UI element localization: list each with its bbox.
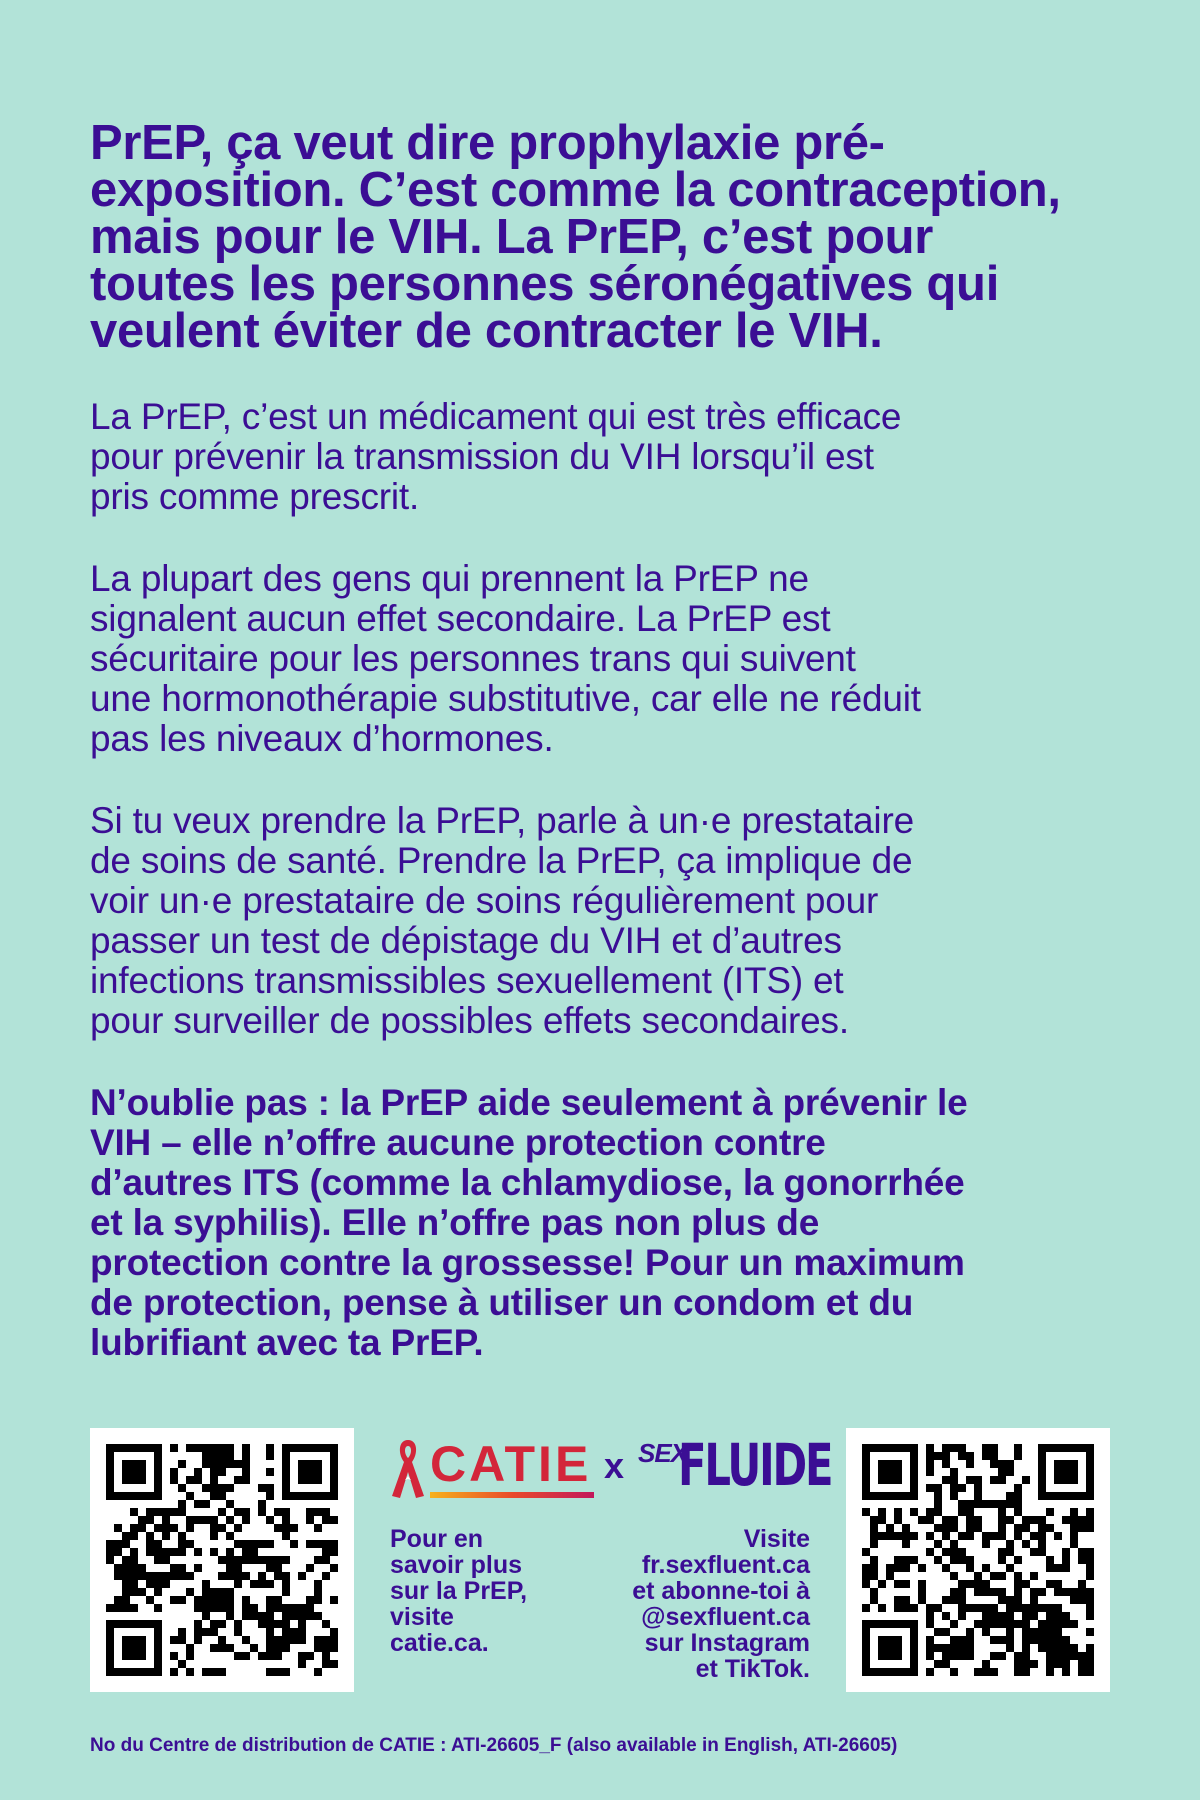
logo-separator: x bbox=[604, 1445, 625, 1486]
info-line: sur Instagram bbox=[644, 1629, 810, 1657]
paragraph-line: de protection, pense à utiliser un condom et du bbox=[90, 1282, 914, 1323]
paragraph-side-effects bbox=[90, 559, 1120, 759]
sexfluide-logo-fluide: FLUIDE bbox=[678, 1431, 832, 1499]
qr-code-icon[interactable] bbox=[846, 1428, 1110, 1692]
paragraph-line: lubrifiant avec ta PrEP. bbox=[90, 1322, 484, 1363]
distribution-footnote: No du Centre de distribution de CATIE : ATI-26605_F (also available in English, ATI-26605) bbox=[90, 1735, 898, 1756]
info-line: et TikTok. bbox=[695, 1655, 810, 1683]
info-line: @sexfluent.ca bbox=[641, 1603, 810, 1631]
info-line: Pour en bbox=[390, 1525, 484, 1553]
paragraph-line: pour prévenir la transmission du VIH lorsqu’il est bbox=[90, 436, 874, 477]
catie-info-text bbox=[390, 1526, 590, 1656]
paragraph-line: passer un test de dépistage du VIH et d’autres bbox=[90, 920, 842, 961]
qr-code-left-graphic bbox=[106, 1444, 338, 1676]
info-line: catie.ca. bbox=[390, 1629, 489, 1657]
footer-block bbox=[90, 1428, 1110, 1692]
awareness-ribbon-icon bbox=[390, 1436, 426, 1500]
page-heading bbox=[90, 116, 1120, 358]
paragraph-line: pour surveiller de possibles effets secondaires. bbox=[90, 1000, 849, 1041]
paragraph-line: Si tu veux prendre la PrEP, parle à un·e prestataire bbox=[90, 800, 914, 841]
paragraph-line: signalent aucun effet secondaire. La PrEP est bbox=[90, 598, 831, 639]
paragraph-line: pris comme prescrit. bbox=[90, 476, 420, 517]
paragraph-line: La PrEP, c’est un médicament qui est très efficace bbox=[90, 396, 902, 437]
paragraph-line: une hormonothérapie substitutive, car elle ne réduit bbox=[90, 678, 921, 719]
info-line: et abonne-toi à bbox=[632, 1577, 810, 1605]
info-line: fr.sexfluent.ca bbox=[641, 1551, 810, 1579]
logo-row bbox=[390, 1431, 832, 1502]
info-line: visite bbox=[390, 1603, 454, 1631]
paragraph-line: protection contre la grossesse! Pour un maximum bbox=[90, 1242, 965, 1283]
paragraph-efficacy bbox=[90, 397, 1120, 517]
paragraph-line: de soins de santé. Prendre la PrEP, ça implique de bbox=[90, 840, 913, 881]
heading-line: PrEP, ça veut dire prophylaxie pré- bbox=[90, 116, 885, 170]
paragraph-line: N’oublie pas : la PrEP aide seulement à prévenir le bbox=[90, 1082, 968, 1123]
paragraph-line: d’autres ITS (comme la chlamydiose, la gonorrhée bbox=[90, 1162, 965, 1203]
paragraph-line: et la syphilis). Elle n’offre pas non plus de bbox=[90, 1202, 820, 1243]
info-line: sur la PrEP, bbox=[390, 1577, 528, 1605]
qr-code-icon[interactable] bbox=[90, 1428, 354, 1692]
paragraph-line: La plupart des gens qui prennent la PrEP ne bbox=[90, 558, 809, 599]
paragraph-provider bbox=[90, 801, 1120, 1041]
paragraph-line: pas les niveaux d’hormones. bbox=[90, 718, 554, 759]
paragraph-line: infections transmissibles sexuellement (ITS) et bbox=[90, 960, 844, 1001]
paragraph-line: sécuritaire pour les personnes trans qui suivent bbox=[90, 638, 856, 679]
sexfluent-info-text bbox=[580, 1526, 810, 1682]
partner-info bbox=[390, 1428, 832, 1692]
paragraph-reminder bbox=[90, 1083, 1120, 1363]
heading-line: mais pour le VIH. La PrEP, c’est pour bbox=[90, 210, 934, 264]
catie-underline bbox=[430, 1492, 594, 1498]
heading-line: exposition. C’est comme la contraception, bbox=[90, 163, 1061, 217]
paragraph-line: voir un·e prestataire de soins régulièrement pour bbox=[90, 880, 879, 921]
paragraph-line: VIH – elle n’offre aucune protection contre bbox=[90, 1122, 826, 1163]
info-line: Visite bbox=[743, 1525, 810, 1553]
info-line: savoir plus bbox=[390, 1551, 522, 1579]
sexfluide-logo-sex: SEX bbox=[638, 1438, 688, 1468]
main-content bbox=[90, 116, 1120, 1363]
heading-line: veulent éviter de contracter le VIH. bbox=[90, 304, 883, 358]
qr-code-right-graphic bbox=[862, 1444, 1094, 1676]
catie-logo: CATIE bbox=[430, 1436, 592, 1492]
heading-line: toutes les personnes séronégatives qui bbox=[90, 257, 1000, 311]
